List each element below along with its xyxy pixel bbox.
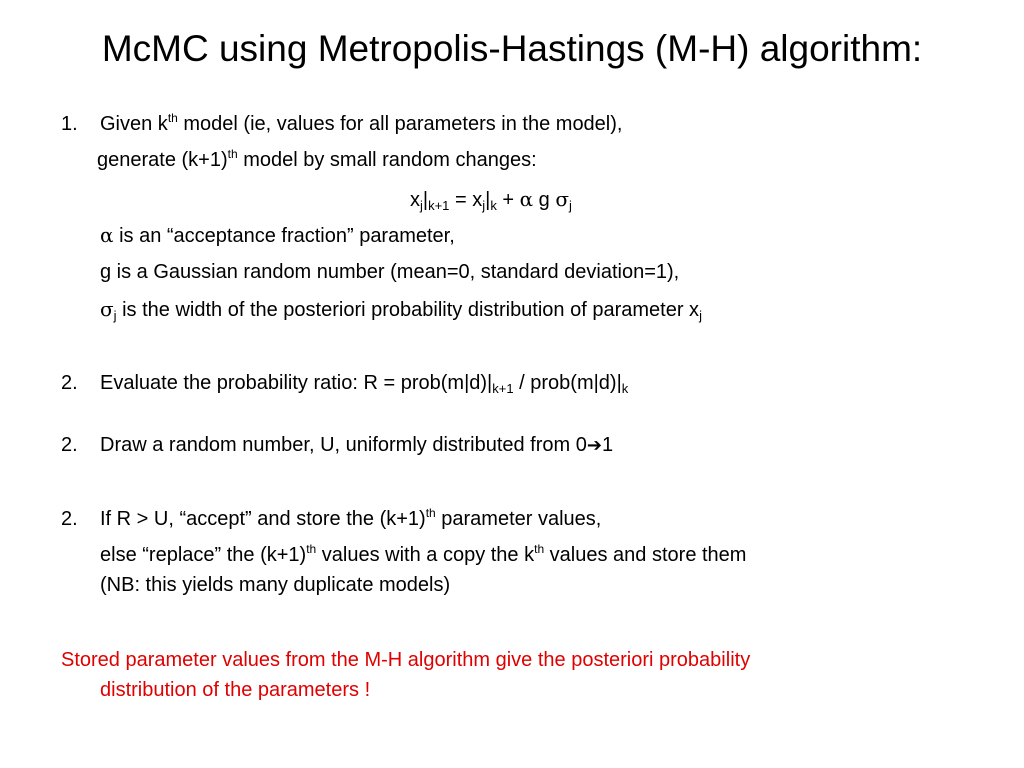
step4-line2-text-b: values with a copy the k bbox=[316, 544, 535, 566]
sigma-symbol: σ bbox=[100, 297, 114, 321]
step1-line2-text-a: generate (k+1) bbox=[97, 149, 228, 171]
update-formula bbox=[410, 186, 572, 213]
alpha-definition-text: is an “acceptance fraction” parameter, bbox=[113, 225, 455, 247]
step2-text-a: Evaluate the probability ratio: R = prob(m|d)| bbox=[100, 372, 493, 394]
step3-text-b: 1 bbox=[601, 434, 614, 456]
step3-text-a: Draw a random number, U, uniformly distributed from 0 bbox=[100, 434, 587, 456]
formula-alpha: α bbox=[519, 187, 534, 211]
step4-number: 2. bbox=[61, 508, 78, 530]
step4-line2-text-a: else “replace” the (k+1) bbox=[100, 544, 307, 566]
alpha-symbol: α bbox=[100, 223, 114, 247]
formula-g: g bbox=[533, 189, 556, 211]
step4-line2-sup1: th bbox=[306, 542, 317, 556]
step1-line2 bbox=[97, 147, 537, 173]
step4-line1-text-a: If R > U, “accept” and store the (k+1) bbox=[100, 508, 426, 530]
formula-sub-j2: j bbox=[482, 198, 486, 213]
formula-sub-j: j bbox=[420, 198, 423, 213]
step4-line2-text-c: values and store them bbox=[544, 544, 747, 566]
sigma-x-sub-j: j bbox=[699, 308, 702, 323]
step2-sub-k: k bbox=[621, 381, 629, 396]
sigma-definition bbox=[100, 296, 702, 323]
sigma-sub-j: j bbox=[113, 308, 117, 323]
formula-sub-j3: j bbox=[569, 198, 572, 213]
step1-line2-text-b: model by small random changes: bbox=[237, 149, 537, 171]
formula-x: x bbox=[410, 189, 420, 211]
step4-line1-sup: th bbox=[425, 506, 436, 520]
conclusion-line1: Stored parameter values from the M-H algorithm give the posteriori probability bbox=[61, 649, 751, 671]
step1-line1-text-a: Given k bbox=[100, 113, 168, 135]
formula-eq: = x bbox=[449, 189, 483, 211]
formula-sub-k: k bbox=[490, 198, 497, 213]
formula-bar2: | bbox=[485, 189, 491, 211]
g-definition: g is a Gaussian random number (mean=0, standard deviation=1), bbox=[100, 261, 680, 283]
step1-number: 1. bbox=[61, 113, 78, 135]
sigma-definition-text: is the width of the posteriori probability distribution of parameter x bbox=[116, 299, 700, 321]
formula-plus: + bbox=[496, 189, 520, 211]
step4-line2 bbox=[100, 542, 746, 568]
step4-line1-text-b: parameter values, bbox=[435, 508, 602, 530]
step3-number: 2. bbox=[61, 434, 78, 456]
step1-line1-sup: th bbox=[167, 111, 178, 125]
step4-line2-sup2: th bbox=[534, 542, 545, 556]
step2-sub-k1: k+1 bbox=[492, 381, 514, 396]
formula-bar: | bbox=[422, 189, 429, 211]
right-arrow-icon: ➔ bbox=[586, 435, 602, 456]
formula-sigma: σ bbox=[555, 187, 570, 211]
slide-title: McMC using Metropolis-Hastings (M-H) algorithm: bbox=[101, 28, 923, 69]
alpha-definition bbox=[100, 222, 455, 249]
step4-line3: (NB: this yields many duplicate models) bbox=[100, 574, 451, 596]
step1-line1-text-b: model (ie, values for all parameters in the model), bbox=[177, 113, 623, 135]
step2-text-b: / prob(m|d)| bbox=[513, 372, 622, 394]
step1-line2-sup: th bbox=[227, 147, 238, 161]
formula-sub-k1: k+1 bbox=[428, 198, 450, 213]
conclusion-line2: distribution of the parameters ! bbox=[100, 679, 371, 701]
step2-number: 2. bbox=[61, 372, 78, 394]
